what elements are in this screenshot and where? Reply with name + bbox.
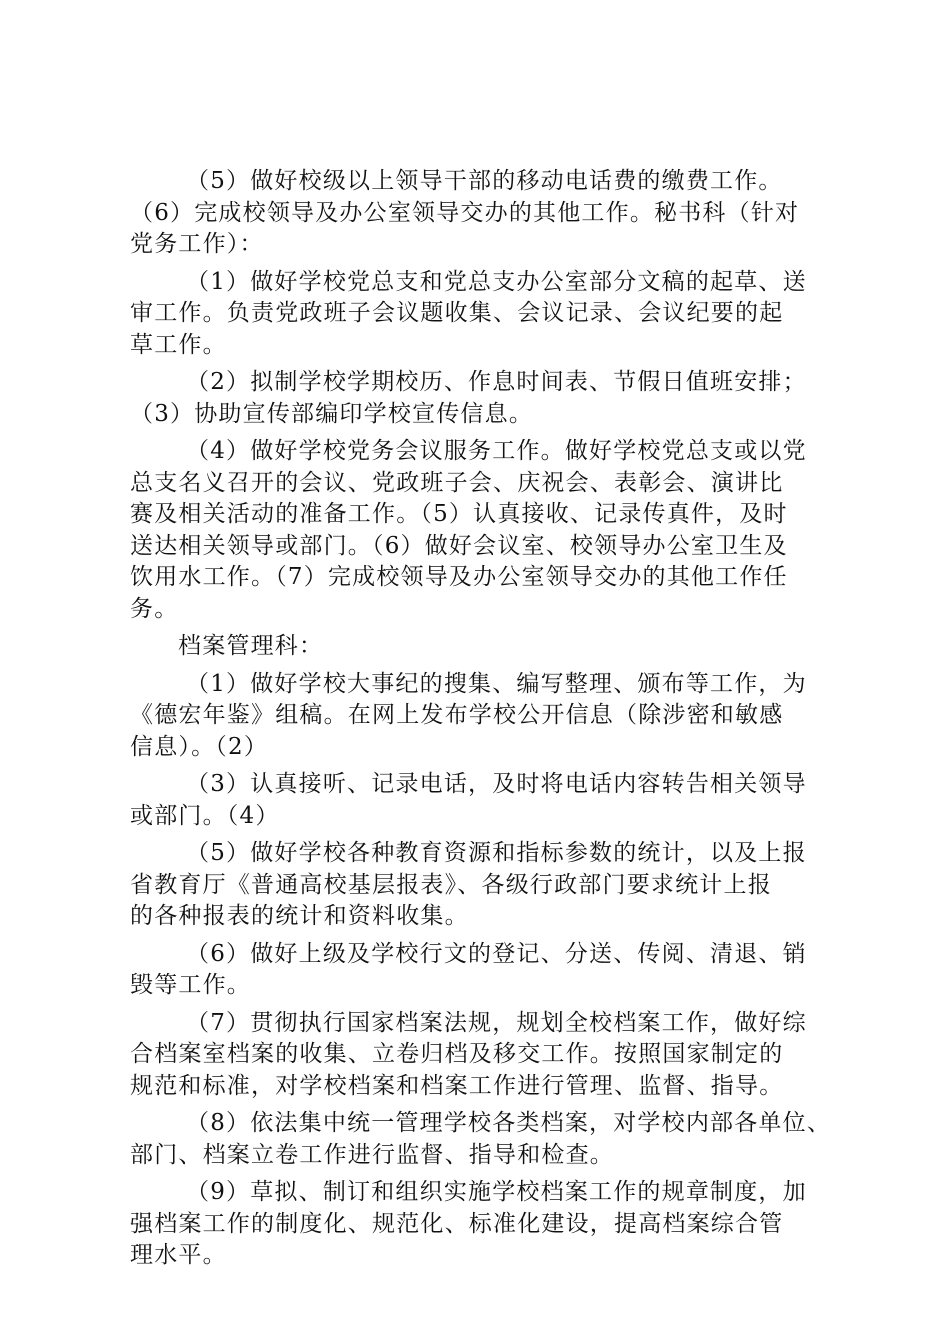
text-line: （5）做好学校各种教育资源和指标参数的统计，以及上报	[186, 840, 807, 866]
text-line: 毁等工作。	[130, 972, 251, 998]
text-line: 审工作。负责党政班子会议题收集、会议记录、会议纪要的起	[130, 300, 784, 326]
text-line: （2）拟制学校学期校历、作息时间表、节假日值班安排；	[186, 369, 807, 395]
text-line: 合档案室档案的收集、立卷归档及移交工作。按照国家制定的	[130, 1041, 784, 1067]
text-line: 信息）。（2）	[130, 733, 269, 760]
section-heading: 档案管理科：	[178, 633, 324, 659]
text-line: （3）认真接听、记录电话，及时将电话内容转告相关领导	[186, 771, 807, 797]
text-line: 务。	[130, 595, 179, 622]
text-line: 饮用水工作。（7）完成校领导及办公室领导交办的其他工作任	[130, 564, 788, 590]
text-line: 草工作。	[130, 331, 227, 358]
text-line: （1）做好学校大事纪的搜集、编写整理、颁布等工作，为	[186, 670, 807, 697]
text-line: 党务工作）：	[130, 231, 264, 257]
text-line: 送达相关领导或部门。（6）做好会议室、校领导办公室卫生及	[130, 532, 788, 559]
text-line: 部门、档案立卷工作进行监督、指导和检查。	[130, 1141, 614, 1168]
text-line: （7）贯彻执行国家档案法规，规划全校档案工作，做好综	[186, 1009, 807, 1036]
text-line: （4）做好学校党务会议服务工作。做好学校党总支或以党	[186, 438, 807, 464]
text-line: 《德宏年鉴》组稿。在网上发布学校公开信息（除涉密和敏感	[130, 702, 784, 728]
text-line: （3）协助宣传部编印学校宣传信息。	[130, 400, 534, 427]
text-line: （9）草拟、制订和组织实施学校档案工作的规章制度，加	[186, 1179, 807, 1205]
text-line: 强档案工作的制度化、规范化、标准化建设，提高档案综合管	[130, 1210, 784, 1237]
document-body	[130, 166, 836, 1272]
text-line: 的各种报表的统计和资料收集。	[130, 903, 469, 929]
text-line: 省教育厅《普通高校基层报表》、各级行政部门要求统计上报	[130, 871, 772, 898]
text-line: 总支名义召开的会议、党政班子会、庆祝会、表彰会、演讲比	[130, 469, 784, 496]
text-line: 规范和标准，对学校档案和档案工作进行管理、监督、指导。	[130, 1072, 784, 1099]
text-line: 理水平。	[130, 1242, 227, 1268]
text-line: 或部门。（4）	[130, 802, 280, 829]
text-line: （8）依法集中统一管理学校各类档案，对学校内部各单位、	[186, 1110, 832, 1136]
text-line: （5）做好校级以上领导干部的移动电话费的缴费工作。	[186, 168, 783, 194]
text-line: （6）完成校领导及办公室领导交办的其他工作。秘书科（针对	[130, 199, 800, 226]
text-line: （6）做好上级及学校行文的登记、分送、传阅、清退、销	[186, 940, 807, 967]
text-line: 赛及相关活动的准备工作。（5）认真接收、记录传真件，及时	[130, 501, 788, 527]
text-line: （1）做好学校党总支和党总支办公室部分文稿的起草、送	[186, 268, 807, 295]
